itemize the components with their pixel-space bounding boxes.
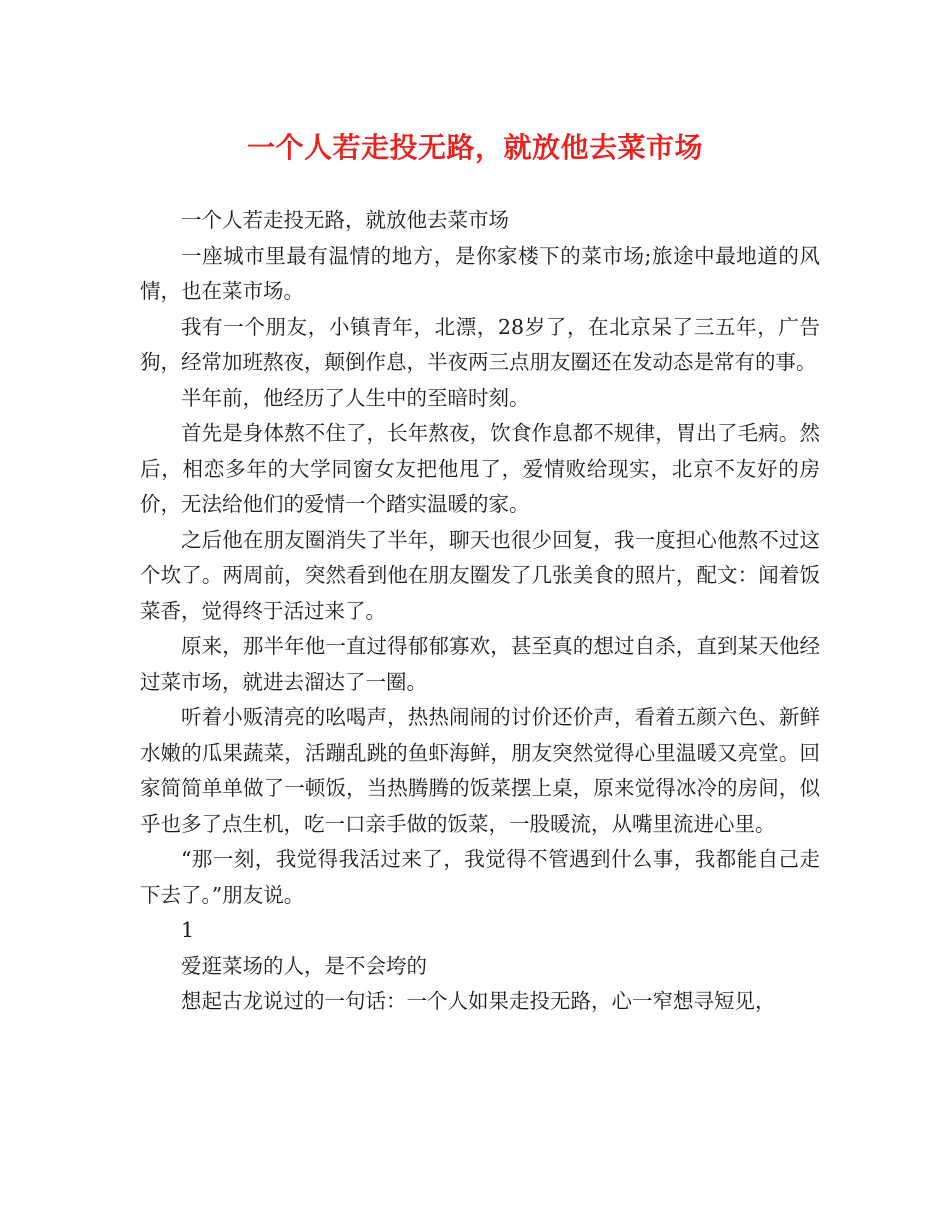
- paragraph-8: 听着小贩清亮的吆喝声，热热闹闹的讨价还价声，看着五颜六色、新鲜水嫩的瓜果蔬菜，活蹦乱跳的鱼虾海鲜，朋友突然觉得心里温暖又亮堂。回家简简单单做了一顿饭，当热腾腾的饭菜摆上桌，原来觉得冰冷的房间，似乎也多了点生机，吃一口亲手做的饭菜，一股暖流，从嘴里流进心里。: [140, 705, 820, 836]
- section-heading: 爱逛菜场的人，是不会垮的: [181, 953, 427, 978]
- paragraph-3: 我有一个朋友，小镇青年，北漂，28岁了，在北京呆了三五年，广告狗，经常加班熬夜，颠倒作息，半夜两三点朋友圈还在发动态是常有的事。: [140, 314, 820, 374]
- paragraph-9: “那一刻，我觉得我活过来了，我觉得不管遇到什么事，我都能自己走下去了。”朋友说。: [140, 847, 820, 907]
- paragraph-7: 原来，那半年他一直过得郁郁寡欢，甚至真的想过自杀，直到某天他经过菜市场，就进去溜达了一圈。: [140, 634, 820, 694]
- paragraph-2: 一座城市里最有温情的地方，是你家楼下的菜市场;旅途中最地道的风情，也在菜市场。: [140, 243, 820, 303]
- section-number: 1: [181, 918, 195, 942]
- paragraph-6: 之后他在朋友圈消失了半年，聊天也很少回复，我一度担心他熬不过这个坎了。两周前，突然看到他在朋友圈发了几张美食的照片，配文：闻着饭菜香，觉得终于活过来了。: [140, 527, 820, 623]
- document-body: [140, 203, 820, 1020]
- paragraph-4: 半年前，他经历了人生中的至暗时刻。: [181, 385, 530, 410]
- paragraph-1: 一个人若走投无路，就放他去菜市场: [181, 208, 509, 232]
- document-title: 一个人若走投无路，就放他去菜市场: [246, 131, 703, 164]
- paragraph-10: 想起古龙说过的一句话：一个人如果走投无路，心一窄想寻短见，: [181, 989, 776, 1013]
- paragraph-5: 首先是身体熬不住了，长年熬夜，饮食作息都不规律，胃出了毛病。然后，相恋多年的大学同窗女友把他甩了，爱情败给现实，北京不友好的房价，无法给他们的爱情一个踏实温暖的家。: [140, 421, 820, 516]
